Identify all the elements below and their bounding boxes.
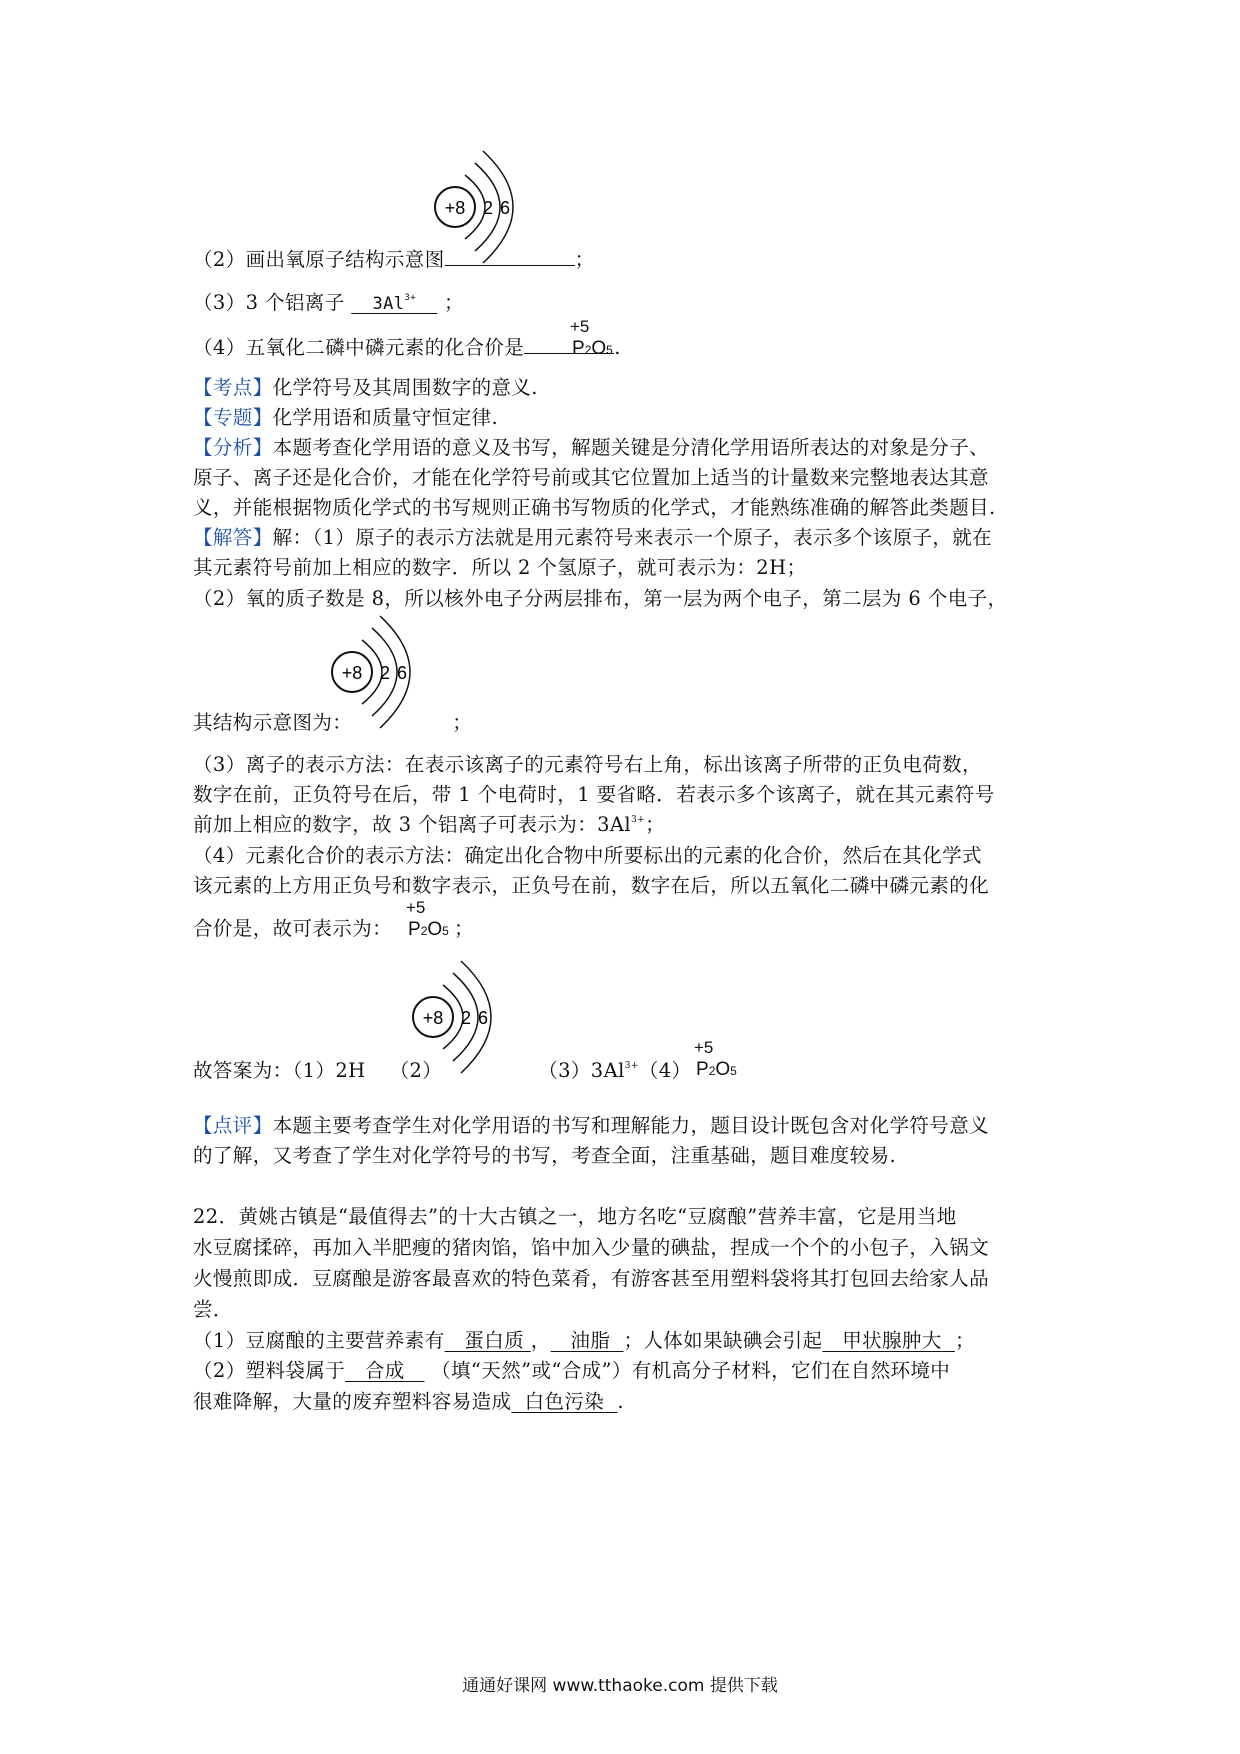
q22-sub-3-text-a: 很难降解，大量的废弃塑料容易造成 (193, 1390, 512, 1413)
question-2-end: ； (574, 248, 595, 271)
jieda-text-10: 合价是，故可表示为： (193, 917, 393, 940)
jieda-line-4 (193, 707, 472, 735)
jieda-line-7 (193, 809, 665, 837)
q22-sub-1-answer-2 (551, 1329, 624, 1352)
q22-line-1: 22．黄姚古镇是“最值得去”的十大古镇之一，地方名吃“豆腐酿”营养丰富，它是用当地 (193, 1205, 957, 1228)
valence-formula (696, 1059, 737, 1081)
answer-part-1: 故答案为：（1）2H (193, 1059, 366, 1082)
question-4 (193, 332, 621, 360)
shell-1-count: 2 (482, 198, 494, 218)
nucleus-charge: +8 (341, 663, 363, 683)
jieda-line-5: （3）离子的表示方法：在表示该离子的元素符号右上角，标出该离子所带的正负电荷数， (193, 753, 982, 776)
q22-sub-1-text-d: ； (954, 1329, 975, 1352)
dianping-line-2: 的了解，又考查了学生对化学符号的书写，考查全面，注重基础，题目难度较易. (193, 1144, 897, 1167)
question-3-end: ； (443, 291, 464, 314)
valence-symbol: P (572, 338, 585, 359)
q22-line-2: 水豆腐揉碎，再加入半肥瘦的猪肉馅，馅中加入少量的碘盐，捏成一个个的小包子，入锅文 (193, 1236, 990, 1259)
shell-2-count: 6 (477, 1008, 489, 1028)
nucleus-charge: +8 (444, 198, 466, 218)
jieda-text-7-charge: 3+ (631, 815, 646, 825)
jieda-line-1 (193, 522, 992, 550)
q22-sub-1-answer-1 (445, 1329, 531, 1352)
kaodian-text: 化学符号及其周围数字的意义. (272, 376, 538, 399)
question-2-blank[interactable] (445, 247, 575, 266)
q22-sub-1-text-a: （1）豆腐酿的主要营养素有 (193, 1329, 445, 1352)
q22-line-4: 尝． (193, 1298, 233, 1321)
valence-formula-q4 (570, 317, 640, 365)
q22-sub-2-text-b: （填“天然”或“合成”）有机高分子材料，它们在自然环境中 (431, 1359, 951, 1382)
question-3-answer-text: 3Al (372, 294, 405, 314)
valence-charge: +5 (406, 898, 426, 917)
question-3-answer (351, 294, 437, 314)
jieda-tag: 【解答】 (193, 526, 273, 549)
q22-sub-1 (193, 1325, 975, 1353)
q22-sub-1-answer-2-text: 油脂 (570, 1329, 611, 1352)
valence-formula (572, 338, 613, 360)
valence-oxygen: O (427, 919, 443, 940)
valence-sub1: 2 (708, 1064, 716, 1078)
zhuanti-text: 化学用语和质量守恒定律. (272, 406, 499, 429)
q22-sub-1-text-c: ；人体如果缺碘会引起 (623, 1329, 823, 1352)
q22-sub-2-answer-text: 合成 (364, 1359, 405, 1382)
q22-sub-3 (193, 1386, 624, 1414)
fenxi-line-2: 原子、离子还是化合价，才能在化学符号前或其它位置加上适当的计量数来完整地表达其意 (193, 466, 990, 489)
valence-oxygen: O (591, 338, 607, 359)
question-4-end: . (614, 336, 621, 359)
q22-sub-3-answer (511, 1390, 617, 1413)
zhuanti-tag: 【专题】 (193, 406, 273, 429)
q22-sub-1-answer-1-text: 蛋白质 (464, 1329, 525, 1352)
fenxi-line-1 (193, 432, 989, 460)
dianping-line-1 (193, 1110, 989, 1138)
kaodian-line (193, 372, 538, 400)
valence-charge: +5 (694, 1038, 714, 1057)
jieda-text-4: 其结构示意图为： (193, 711, 353, 734)
question-3 (193, 287, 464, 315)
shell-1-count: 2 (379, 663, 391, 683)
q22-sub-1-answer-3-text: 甲状腺肿大 (842, 1329, 942, 1352)
dianping-tag: 【点评】 (193, 1114, 273, 1137)
jieda-text-1: 解：（1）原子的表示方法就是用元素符号来表示一个原子，表示多个该原子，就在 (272, 526, 993, 549)
valence-formula-final (694, 1038, 754, 1086)
jieda-line-3: （2）氧的质子数是 8，所以核外电子分两层排布，第一层为两个电子，第二层为 6 个电子， (193, 587, 1008, 610)
q22-sub-1-text-b: ， (530, 1329, 551, 1352)
shell-2-count: 6 (396, 663, 408, 683)
fenxi-line-3: 义，并能根据物质化学式的书写规则正确书写物质的化学式，才能熟练准确的解答此类题目. (193, 496, 996, 519)
kaodian-tag: 【考点】 (193, 376, 273, 399)
valence-charge: +5 (570, 317, 590, 336)
question-3-text: （3）3 个铝离子 (193, 291, 345, 314)
jieda-line-2: 其元素符号前加上相应的数字．所以 2 个氢原子，就可表示为：2H； (193, 556, 807, 579)
zhuanti-line (193, 402, 498, 430)
fenxi-text-1: 本题考查化学用语的意义及书写，解题关键是分清化学用语所表达的对象是分子、 (272, 436, 990, 459)
answer-part-3-charge: 3+ (624, 1061, 639, 1071)
answer-part-4: （4） (638, 1059, 692, 1082)
q22-line-3: 火慢煎即成．豆腐酿是游客最喜欢的特色菜肴，有游客甚至用塑料袋将其打包回去给家人品 (193, 1267, 990, 1290)
dianping-text-1: 本题主要考查学生对化学用语的书写和理解能力，题目设计既包含对化学符号意义 (272, 1114, 990, 1137)
valence-formula (408, 919, 449, 941)
valence-sub1: 2 (584, 343, 592, 357)
valence-sub2: 5 (606, 343, 613, 357)
shell-1-count: 2 (460, 1008, 472, 1028)
valence-formula-answer (406, 898, 466, 946)
q22-sub-2-answer (345, 1359, 424, 1382)
footer-watermark[interactable]: 通通好课网 www.tthaoke.com 提供下载 (462, 1676, 778, 1696)
q22-sub-2 (193, 1355, 950, 1383)
question-2-text: （2）画出氧原子结构示意图 (193, 248, 445, 271)
valence-sub2: 5 (442, 924, 449, 938)
q22-sub-3-text-b: . (617, 1390, 625, 1413)
question-4-text: （4）五氧化二磷中磷元素的化合价是 (193, 336, 525, 359)
valence-sub1: 2 (420, 924, 428, 938)
valence-symbol: P (696, 1059, 709, 1080)
jieda-line-9: 该元素的上方用正负号和数字表示，正负号在前，数字在后，所以五氧化二磷中磷元素的化 (193, 874, 990, 897)
valence-symbol: P (408, 919, 421, 940)
q22-sub-3-answer-text: 白色污染 (524, 1390, 605, 1413)
fenxi-tag: 【分析】 (193, 436, 273, 459)
jieda-text-7: 前加上相应的数字，故 3 个铝离子可表示为：3Al (193, 813, 632, 836)
question-3-answer-charge: 3+ (404, 293, 417, 303)
answer-line (193, 1055, 691, 1083)
answer-part-2: （2） (389, 1059, 443, 1082)
jieda-line-8: （4）元素化合价的表示方法：确定出化合物中所要标出的元素的化合价，然后在其化学式 (193, 844, 982, 867)
answer-part-3: （3）3Al (538, 1059, 625, 1082)
q22-sub-2-text-a: （2）塑料袋属于 (193, 1359, 346, 1382)
jieda-text-7-end: ； (645, 813, 666, 836)
nucleus-charge: +8 (422, 1008, 444, 1028)
jieda-line-6: 数字在前，正负符号在后，带 1 个电荷时，1 要省略．若表示多个该离子，就在其元素符号 (193, 783, 995, 806)
q22-sub-1-answer-3 (822, 1329, 955, 1352)
question-2 (193, 244, 595, 272)
shell-2-count: 6 (499, 198, 511, 218)
jieda-text-4-end: ； (452, 711, 473, 734)
valence-sub2: 5 (730, 1064, 737, 1078)
jieda-text-10-end: ； (454, 917, 474, 940)
valence-oxygen: O (715, 1059, 731, 1080)
